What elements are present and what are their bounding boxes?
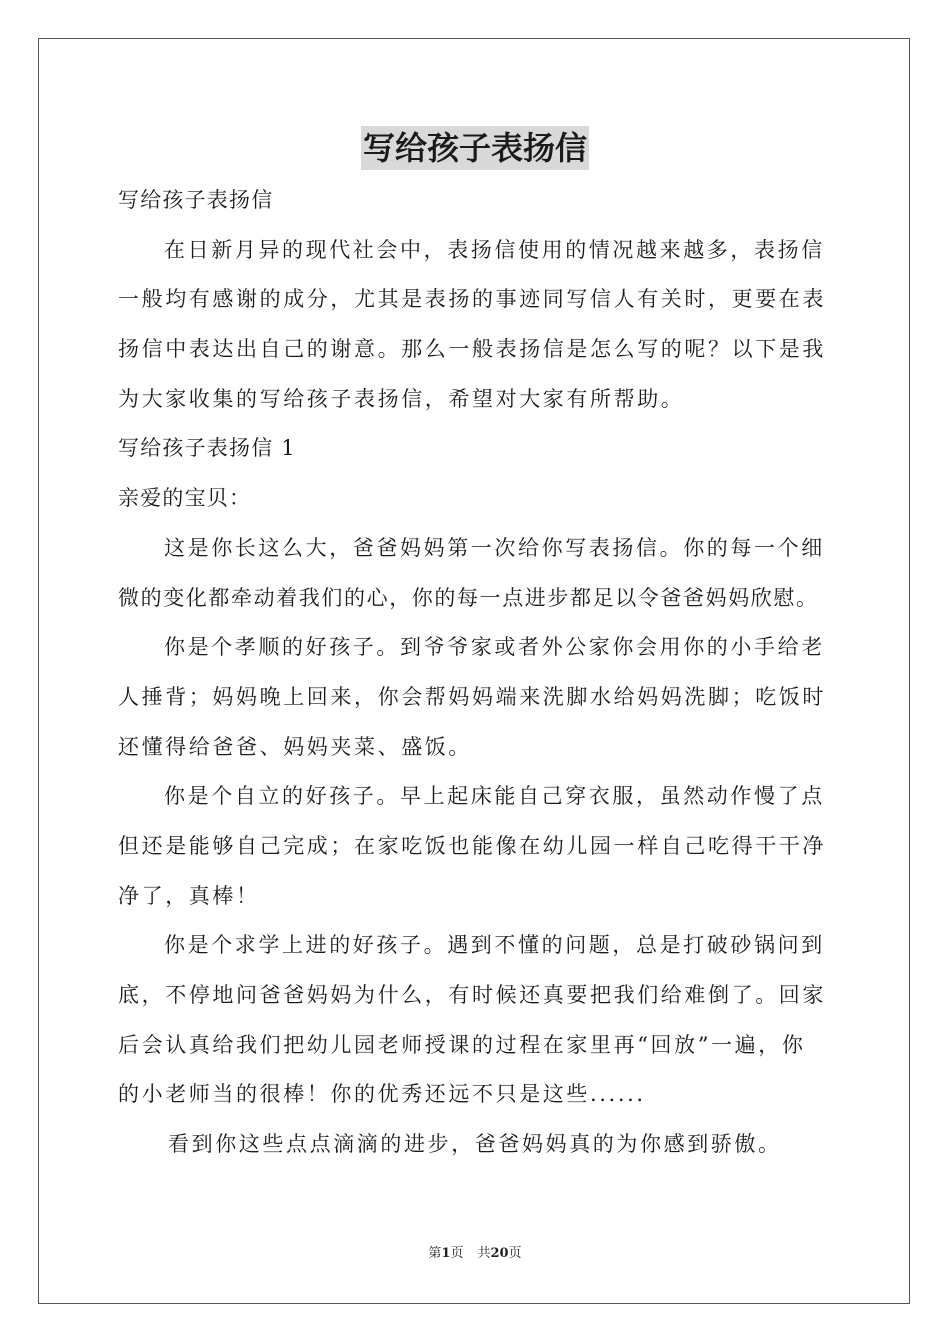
section-heading: 写给孩子表扬信 1 xyxy=(118,436,296,461)
paragraph-line: 但还是能够自己完成；在家吃饭也能像在幼儿园一样自己吃得干干净 xyxy=(118,833,826,858)
page-current: 1 xyxy=(441,1246,451,1261)
document-body xyxy=(118,176,838,1170)
paragraph-line: 还懂得给爸爸、妈妈夹菜、盛饭。 xyxy=(118,734,472,759)
paragraph-line: 人捶背；妈妈晚上回来，你会帮妈妈端来洗脚水给妈妈洗脚；吃饭时 xyxy=(118,684,826,709)
paragraph-line: 净了，真棒！ xyxy=(118,883,260,908)
paragraph-line: 这是你长这么大，爸爸妈妈第一次给你写表扬信。你的每一个细 xyxy=(164,535,825,560)
paragraph-line: 扬信中表达出自己的谢意。那么一般表扬信是怎么写的呢？以下是我 xyxy=(118,337,826,362)
document-title: 写给孩子表扬信 xyxy=(361,126,589,170)
paragraph-line: 的小老师当的很棒！你的优秀还远不只是这些...... xyxy=(118,1082,646,1107)
paragraph-line: 一般均有感谢的成分，尤其是表扬的事迹同写信人有关时，更要在表 xyxy=(118,287,826,312)
page-prefix: 第 xyxy=(428,1246,442,1261)
page-total: 20 xyxy=(490,1246,509,1261)
title-container xyxy=(0,126,950,170)
page-footer xyxy=(0,1244,950,1264)
paragraph-line: 你是个自立的好孩子。早上起床能自己穿衣服，虽然动作慢了点 xyxy=(164,784,825,809)
paragraph-line: 看到你这些点点滴滴的进步，爸爸妈妈真的为你感到骄傲。 xyxy=(168,1132,782,1157)
paragraph-line: 微的变化都牵动着我们的心，你的每一点进步都足以令爸爸妈妈欣慰。 xyxy=(118,585,819,610)
total-prefix: 共 xyxy=(477,1246,491,1261)
total-suffix: 页 xyxy=(508,1246,522,1261)
paragraph-line: 后会认真给我们把幼儿园老师授课的过程在家里再“回放”一遍，你 xyxy=(118,1032,806,1057)
paragraph-line: 底，不停地问爸爸妈妈为什么，有时候还真要把我们给难倒了。回家 xyxy=(118,983,826,1007)
page-suffix: 页 xyxy=(450,1246,464,1261)
salutation-line: 亲爱的宝贝： xyxy=(118,486,252,511)
paragraph-line: 为大家收集的写给孩子表扬信，希望对大家有所帮助。 xyxy=(118,386,685,411)
paragraph-line: 你是个求学上进的好孩子。遇到不懂的问题，总是打破砂锅问到 xyxy=(164,933,825,958)
subtitle-line: 写给孩子表扬信 xyxy=(118,188,274,212)
paragraph-line: 你是个孝顺的好孩子。到爷爷家或者外公家你会用你的小手给老 xyxy=(164,635,825,660)
paragraph-line: 在日新月异的现代社会中，表扬信使用的情况越来越多，表扬信 xyxy=(164,237,825,262)
